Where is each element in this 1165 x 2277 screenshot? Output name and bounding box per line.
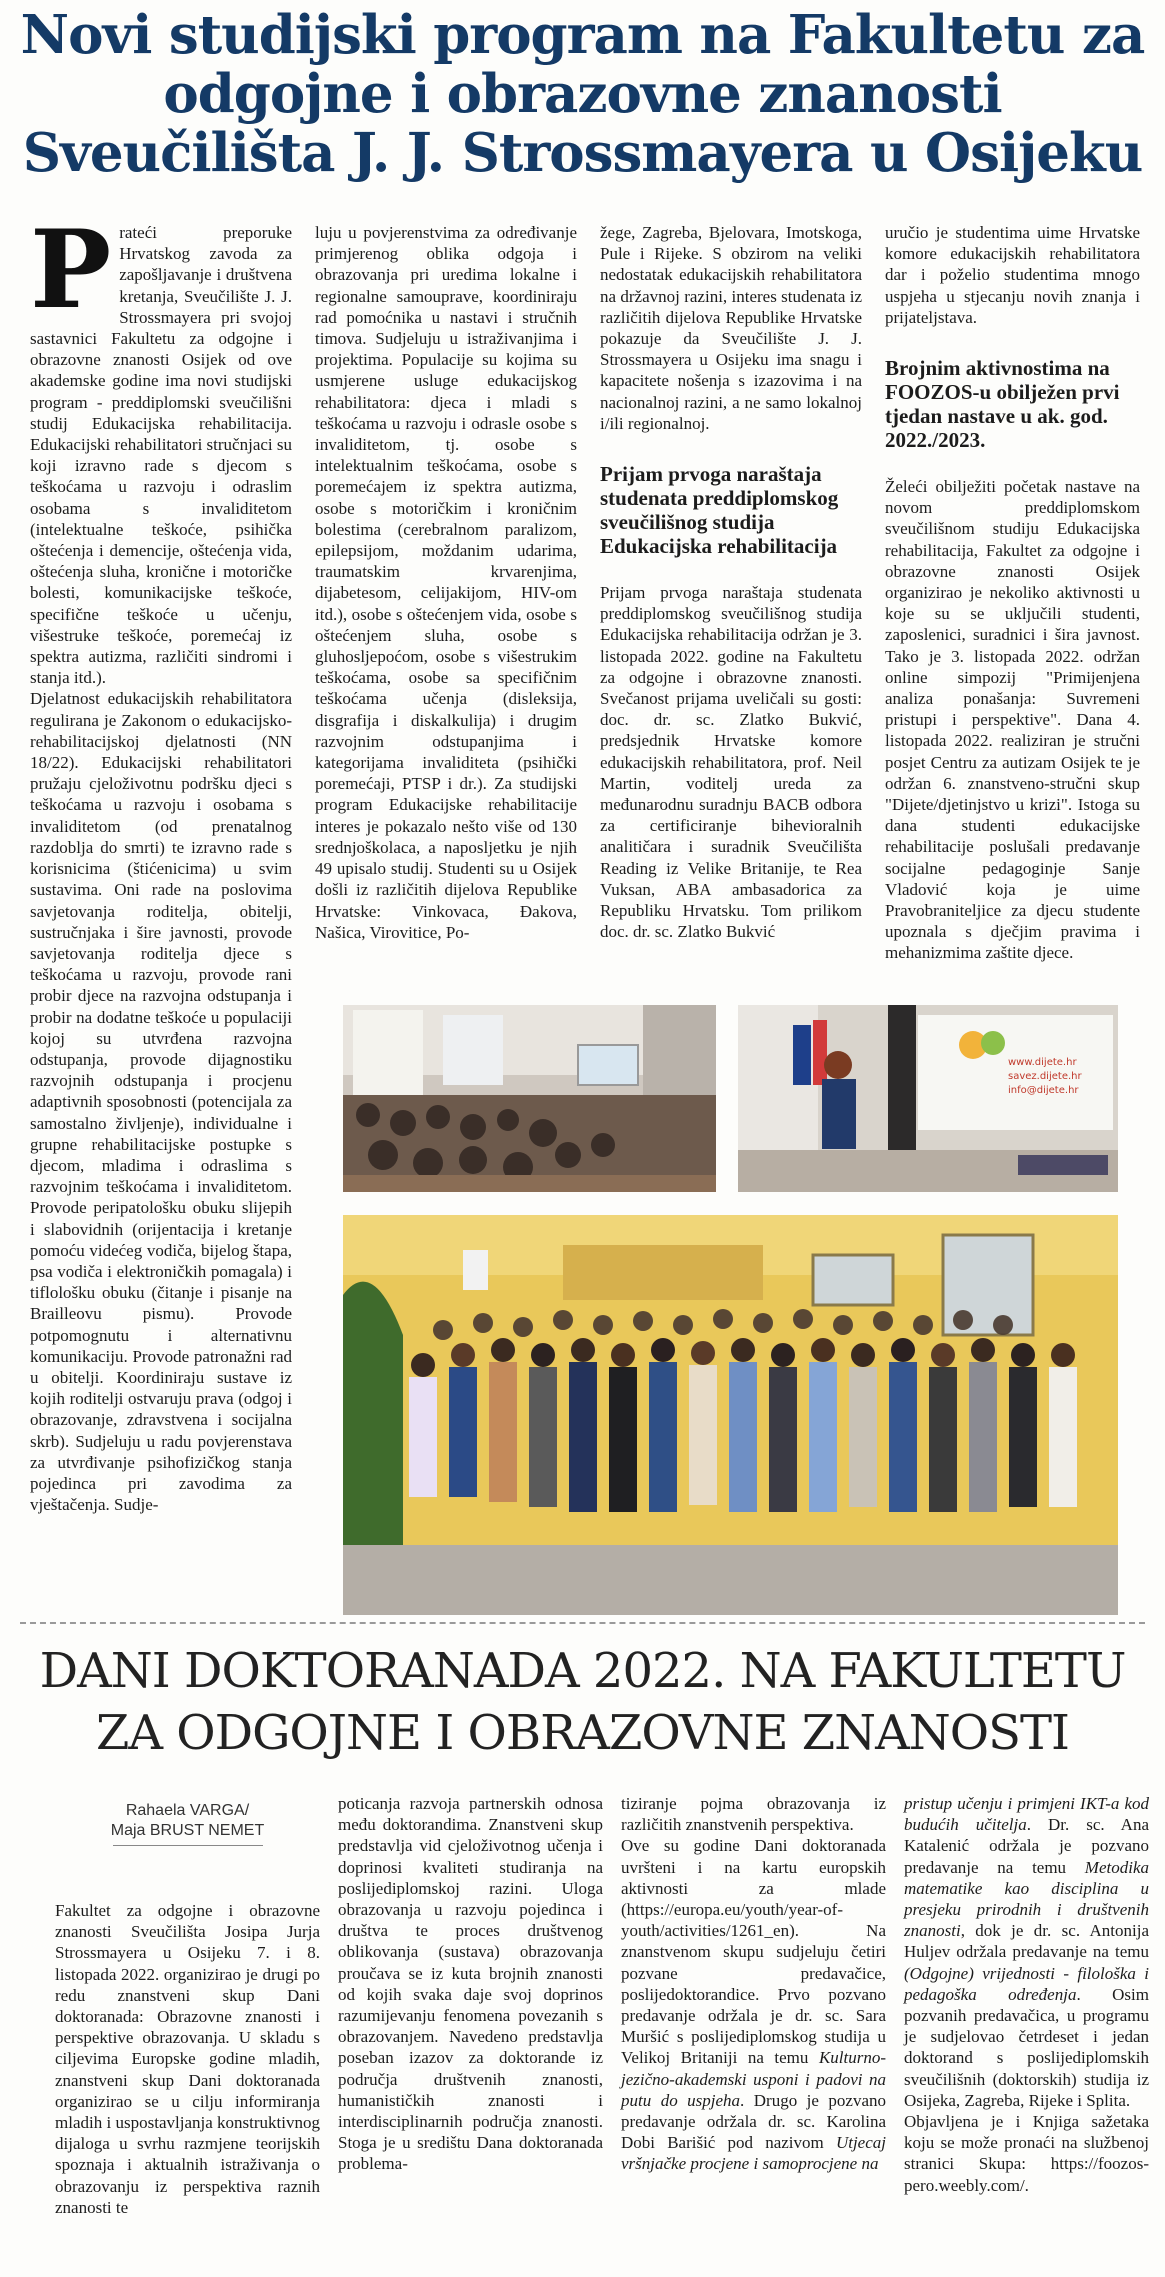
article-column-3 — [600, 222, 862, 942]
paragraph: uručio je studentima uime Hrvatske komore edukacijskih rehabilitatora dar i poželio studentima mnogo uspjeha u stjecanju novih znanja i prijateljstava. — [885, 223, 1140, 327]
paragraph: rateći preporuke Hrvatskog zavoda za zapošljavanje i društvena kretanja, Sveučilište J. J. Strossmayera pri svojoj sastavnici Fakultetu za odgojne i obrazovne znanosti Osijek od ove akademske godine ima novi studijski program - preddiplomski sveučilišni studij Edukacijska rehabilitacija. Edukacijski rehabilitatori stručnjaci su koji izravno rade s djecom s teškoćama u razvoju i odraslim osobama s invaliditetom (intelektualne teškoće, psihička oštećenja i demencije, oštećenja vida, oštećenja sluha, kronične i motoričke bolesti, komunikacijske teškoće, specifične teškoće u učenju, višestruke teškoće, poremećaj iz spektra autizma, različiti sindromi i stanja itd.). — [30, 223, 293, 688]
section-divider — [20, 1622, 1145, 1624]
screen-text: savez.dijete.hr — [1008, 1071, 1082, 1082]
author: Rahaela VARGA/ — [125, 1802, 250, 1819]
paragraph: luju u povjerenstvima za određivanje primjerenog oblika odgoja i obrazovanja pri uredima lokalne i regionalne samouprave, koordiniraju rad pomoćnika u nastavi i stručnih timova. Sudjeluju u istraživanjima i projektima. Populacije su kojima su usmjerene usluge edukacijskog rehabilitatora: djeca i mladi s teškoćama u razvoju i odrasle osobe s invaliditetom, tj. osobe s intelektualnim teškoćama, osobe s poremećajem iz spektra autizma, osobe s motoričkim i kroničnim bolestima (cerebralnom paralizom, epilepsijom, moždanim udarima, traumatskim krvarenjima, dijabetesom, celijakijom, HIV-om itd.), osobe s oštećenjem vida, osobe s oštećenjem sluha, osobe s gluhosljepoćom, osobe s višestrukim teškoćama, osobe sa specifičnim teškoćama učenja (disleksija, disgrafija i diskalkulija) i drugim razvojnim odstupanjima i kategorijama invaliditeta (psihički poremećaji, PTSP i dr.). Za studijski program Edukacijske rehabilitacije interes je pokazalo nešto više od 130 srednjoškolaca, a naposljetku je njih 49 upisalo studij. Studenti su u Osijek došli iz različitih dijelova Republike Hrvatske: Vinkovaca, Đakova, Našica, Virovitice, Po- — [315, 223, 577, 942]
paragraph: žege, Zagreba, Bjelovara, Imotskoga, Pule i Rijeke. S obzirom na veliki nedostatak edukacijskih rehabilitatora na državnoj razini, interes studenata iz različitih dijelova Republike Hrvatske pokazuje da Sveučilište J. J. Strossmayera u Osijeku ima snagu i kapacitete nošenja s izazovima i na nacionalnoj razini, a ne samo lokalnoj i/ili regionalnoj. — [600, 223, 862, 433]
paragraph: Fakultet za odgojne i obrazovne znanosti Sveučilišta Josipa Jurja Strossmayera u Osijeku 7. i 8. listopada 2022. organizirao je drugi po redu znanstveni skup Dani doktoranada: Obrazovne znanosti i perspektive obrazovanja. U skladu s ciljevima Europske godine mladih, znanstveni skup Dani doktoranada organizirao se u cilju informiranja mladih i uspostavljanja konstruktivnog dijaloga u svrhu razmjene teorijskih spoznaja i aktualnih istraživanja o obrazovanju iz perspektiva raznih znanosti te — [55, 1901, 320, 2217]
paragraph: Prijam prvoga naraštaja studenata preddiplomskog sveučilišnog studija Edukacijska rehabilitacija održan je 3. listopada 2022. godine na Fakultetu za odgojne i obrazovne znanosti. Svečanost prijama uveličali su gosti: doc. dr. sc. Zlatko Bukvić, predsjednik Hrvatske komore edukacijskih rehabilitatora, prof. Neil Martin, voditelj ureda za međunarodnu suradnju BACB odbora za certificiranje bihevioralnih analitičara i suradnik Sveučilišta Reading iz Velike Britanije, te Rea Vuksan, ABA ambasadorica za Republiku Hrvatsku. Tom prilikom doc. dr. sc. Zlatko Bukvić — [600, 583, 862, 942]
paragraph: pristup učenju i primjeni IKT-a kod budućih učitelja. Dr. sc. Ana Katalenić održala je pozvano predavanje na temu Metodika matematike kao disciplina u presjeku prirodnih i društvenih znanosti, dok je dr. sc. Antonija Huljev održala predavanje na temu (Odgojne) vrijednosti - filološka i pedagoška određenja. Osim pozvanih predavačica, u programu je sudjelovao četrdeset i jedan doktorand s poslijediplomskih sveučilišnih (doktorskih) studija iz Osijeka, Zagreba, Rijeke i Splita. — [904, 1794, 1149, 2110]
article-column-1 — [30, 207, 293, 1515]
paragraph: Želeći obilježiti početak nastave na novom preddiplomskom sveučilišnom studiju Edukacijska rehabilitacija, Fakultet za odgojne i obrazovne znanosti Osijek organizirao je nekoliko aktivnosti u koje su se uključili studenti, zaposlenici, suradnici i šira javnost. Tako je 3. listopada 2022. održan online simpozij "Primijenjena analiza ponašanja: Suvremeni pristupi i perspektive". Dana 4. listopada 2022. realiziran je stručni posjet Centru za autizam Osijek te je održan 6. znanstveno-stručni skup "Dijete/djetinjstvo u krizi". Istoga su dana studenti edukacijske rehabilitacije poslušali predavanje socijalne pedagoginje Sanje Vladović koja je uime Pravobraniteljice za djecu studente upoznala s dječjim pravima i mehanizmima zaštite djece. — [885, 477, 1140, 963]
byline — [55, 1801, 320, 1846]
article-column-2 — [315, 222, 577, 943]
paragraph: Objavljena je i Knjiga sažetaka koju se može pronaći na službenoj stranici Skupa: https://foozos-pero.weebly.com/. — [904, 2112, 1149, 2195]
article-headline: Novi studijski program na Fakultetu za odgojne i obrazovne znanosti Sveučilišta J. J. Strossmayera u Osijeku — [20, 4, 1145, 184]
author: Maja BRUST NEMET — [110, 1822, 265, 1839]
paragraph: Djelatnost edukacijskih rehabilitatora regulirana je Zakonom o edukacijsko-rehabilitacijskoj djelatnosti (NN 18/22). Edukacijski rehabilitatori pružaju cjeloživotnu podršku djeci s teškoćama u razvoju i osobama s invaliditetom (od prenatalnog razdoblja do smrti) te izravno rade s korisnicima (štićenicima) u svim sustavima. Oni rade na poslovima savjetovanja roditelja, obitelji, sustručnjaka i šire javnosti, provode savjetovanja roditelja djece s teškoćama u razvoju, provode rani probir djece na razvojna odstupanja i probir na dodatne teškoće u populaciji kojoj su utvrđena razvojna odstupanja, provode dijagnostiku razvojnih odstupanja i procjenu adaptivnih sposobnosti (potencijala za samostalno življenje), individualne i grupne rehabilitacijske postupke s djecom, mladima i odraslima s razvojnim teškoćama i invaliditetom. Provode peripatološku obuku slijepih i slabovidnih (orijentacija i kretanje pomoću videćeg vodiča, bijelog štapa, psa vodiča i elektroničkih pomagala) i tiflološku obuku (čitanje i pisanje na Brailleovu pismu). Provode potpomognutu i alternativnu komunikaciju. Provode patronažni rad u obitelji. Koordiniraju sustave iz kojih roditelji ostvaruju prava (odgoj i obrazovanje, zdravstvena i socijalna skrb). Sudjeluju u radu povjerenstava za utvrđivanje psihofizičkog stanja pojedinca pri zavodima za vještačenja. Sudje- — [30, 689, 292, 1515]
paragraph: Ove su godine Dani doktoranada uvršteni i na kartu europskih aktivnosti za mlade (https://europa.eu/youth/year-of-youth/activities/1261_en). Na znanstvenom skupu sudjeluju četiri pozvane predavačice, poslijedoktorandice. Prvo pozvano predavanje održala je dr. sc. Sara Muršić s poslijediplomskog studija u Velikoj Britaniji na temu Kulturno-jezično-akademski usponi i padovi na putu do uspjeha. Drugo je pozvano predavanje održala dr. sc. Karolina Dobi Barišić pod nazivom Utjecaj vršnjačke procjene i samoprocjene na — [621, 1836, 886, 2174]
drop-cap: P — [30, 207, 112, 333]
article-headline: DANI DOKTORANADA 2022. NA FAKULTETU ZA ODGOJNE I OBRAZOVNE ZNANOSTI — [39, 1643, 1126, 1761]
photo-speaker — [738, 1005, 1118, 1192]
subheading: Prijam prvoga naraštaja studenata preddiplomskog sveučilišnog studija Edukacijska rehabilitacija — [600, 462, 839, 559]
paragraph: tiziranje pojma obrazovanja iz različitih znanstvenih perspektiva. — [621, 1794, 886, 1835]
photo-lecture-hall — [343, 1005, 716, 1192]
subheading: Brojnim aktivnostima na FOOZOS-u obilježen prvi tjedan nastave u ak. god. 2022./2023. — [885, 356, 1120, 453]
article-column-1 — [55, 1793, 320, 2218]
article-body — [55, 1793, 1150, 2263]
article-column-4 — [904, 1793, 1149, 2196]
paragraph: poticanja razvoja partnerskih odnosa među doktorandima. Znanstveni skup predstavlja vid cjeloživotnog učenja i doprinosi kvaliteti studiranja na poslijediplomskoj razini. Uloga obrazovanja u razvoju pojedinca i društva te proces društvenog oblikovanja (sustava) obrazovanja proučava se iz kuta brojnih znanosti od kojih svaka daje svoj doprinos razumijevanju fenomena povezanih s obrazovanjem. Navedeno predstavlja poseban izazov za doktorande iz područja društvenih znanosti, humanističkih znanosti i interdisciplinarnih područja znanosti. Stoga je u središtu Dana doktoranada problema- — [338, 1794, 603, 2174]
screen-text: www.dijete.hr — [1008, 1057, 1077, 1068]
screen-text: info@dijete.hr — [1008, 1085, 1079, 1096]
article-column-4 — [885, 222, 1140, 964]
article-column-3 — [621, 1793, 886, 2175]
photo-group — [343, 1215, 1118, 1615]
article-column-2 — [338, 1793, 603, 2175]
